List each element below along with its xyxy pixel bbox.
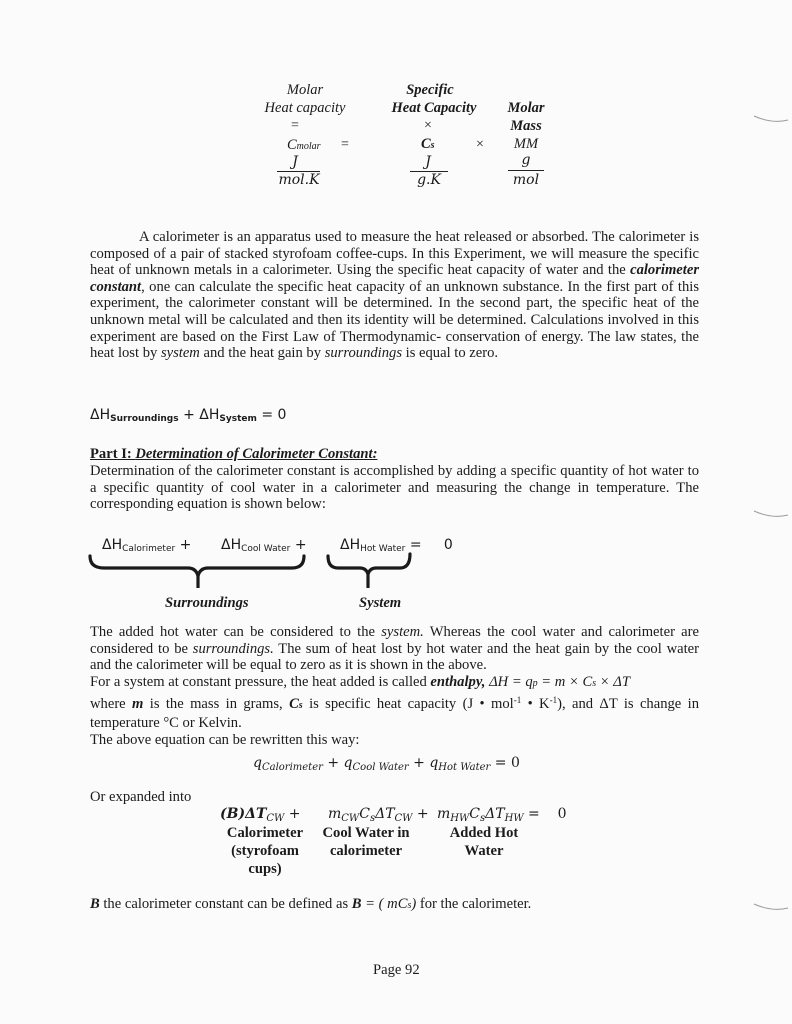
formula-col3-fraction-bar bbox=[508, 170, 544, 171]
formula-molar-mass-label-2: Mass bbox=[510, 118, 542, 134]
formula-col3-numerator: g bbox=[521, 152, 531, 168]
scan-edge-mark-1 bbox=[752, 110, 792, 130]
surroundings-label: Surroundings bbox=[165, 595, 249, 611]
expanded-term-calorimeter: $(B)\Delta T_{CW}$ + bbox=[220, 806, 301, 824]
formula-molar-label: Molar bbox=[286, 82, 324, 98]
body-paragraph: The added hot water can be considered to the system. Whereas the cool water and calorimeter are considered to be surroundings. The sum of heat lost by hot water and the heat gain by the cool water and the calorimeter will be equal to zero as it is shown in the above. For a system at constant pressure, the heat added is called enthalpy, ΔH = qp = m × Cs × ΔT where m is the mass in grams, Cs is specific heat capacity (J • mol$^{-1}$ • $K^{-1}$), and ΔT is change in temperature °C or Kelvin. The above equation can be rewritten this way: bbox=[90, 624, 700, 748]
formula-col1-numerator: J bbox=[292, 154, 298, 170]
expanded-term-cool-water: $m_{CW}C_s\Delta T_{CW}$ + bbox=[328, 806, 429, 824]
label-hot-water: Added Hot Water bbox=[449, 825, 519, 859]
scan-edge-mark-3 bbox=[752, 898, 792, 918]
formula-c-molar: Cmolar bbox=[287, 137, 321, 153]
formula-specific-heat-capacity-label: Heat Capacity bbox=[391, 100, 477, 116]
q-equation: $q_{Calorimeter} + q_{Cool Water} + q_{Hot Water} = 0$ bbox=[253, 755, 520, 773]
enthalpy-term-hot-water: $\Delta H_{Hot Water}$ = 0 bbox=[340, 537, 453, 554]
formula-heat-capacity-label: Heat capacity bbox=[264, 100, 346, 116]
formula-col2-numerator: J bbox=[425, 154, 431, 170]
label-calorimeter: Calorimeter (styrofoam cups) bbox=[226, 825, 304, 877]
formula-col1-denominator: mol.K bbox=[278, 172, 320, 188]
formula-molar-mass-label-1: Molar bbox=[507, 100, 545, 116]
expanded-term-hot-water: $m_{HW}C_s\Delta T_{HW}$ = 0 bbox=[437, 806, 567, 824]
scan-edge-mark-2 bbox=[752, 505, 792, 525]
part1-paragraph: Determination of the calorimeter constant is accomplished by adding a specific quantity of hot water to a specific quantity of cool water in a calorimeter and measuring the change in temperature. The corresponding equation is shown below: bbox=[90, 463, 699, 513]
first-law-equation: $\Delta H_{Surroundings} + \Delta H_{System} = 0$ bbox=[90, 407, 287, 424]
part1-heading: Part I: Determination of Calorimeter Constant: bbox=[90, 446, 378, 462]
formula-times-2: × bbox=[476, 137, 484, 152]
formula-col3-denominator: mol bbox=[512, 172, 540, 188]
intro-paragraph: A calorimeter is an apparatus used to measure the heat released or absorbed. The calorimeter is composed of a pair of stacked styrofoam coffee-cups. In this Experiment, we will measure the specific heat of unknown metals in a calorimeter. Using the specific heat capacity of water and the calorimeter constant, one can calculate the specific heat capacity of an unknown substance. In the first part of this experiment, the calorimeter constant will be determined. In the second part, the specific heat of the unknown metal will be calculated and then its identity will be determined. Calculations involved in this experiment are based on the First Law of Thermodynamic- conservation of energy. The law states, the heat lost by system and the heat gain by surroundings is equal to zero. bbox=[90, 229, 699, 362]
calorimeter-constant-definition: B the calorimeter constant can be defined as B = ( mCs) for the calorimeter. bbox=[90, 896, 532, 912]
expanded-intro: Or expanded into bbox=[90, 789, 192, 805]
enthalpy-term-calorimeter: $\Delta H_{Calorimeter}$ + bbox=[102, 537, 192, 554]
formula-col2-denominator: g.K bbox=[417, 172, 441, 188]
formula-specific-label: Specific bbox=[406, 82, 454, 98]
formula-c-s: Cs bbox=[421, 136, 435, 152]
formula-equals-2: = bbox=[341, 137, 349, 152]
surroundings-system-braces bbox=[86, 552, 426, 592]
enthalpy-term-cool-water: $\Delta H_{Cool Water}$ + bbox=[221, 537, 307, 554]
formula-mm: MM bbox=[513, 136, 539, 152]
formula-times-1: × bbox=[424, 118, 432, 133]
label-cool-water: Cool Water in calorimeter bbox=[322, 825, 410, 859]
system-label: System bbox=[359, 595, 402, 611]
formula-equals-1: = bbox=[291, 118, 299, 133]
page-number: Page 92 bbox=[373, 962, 420, 978]
